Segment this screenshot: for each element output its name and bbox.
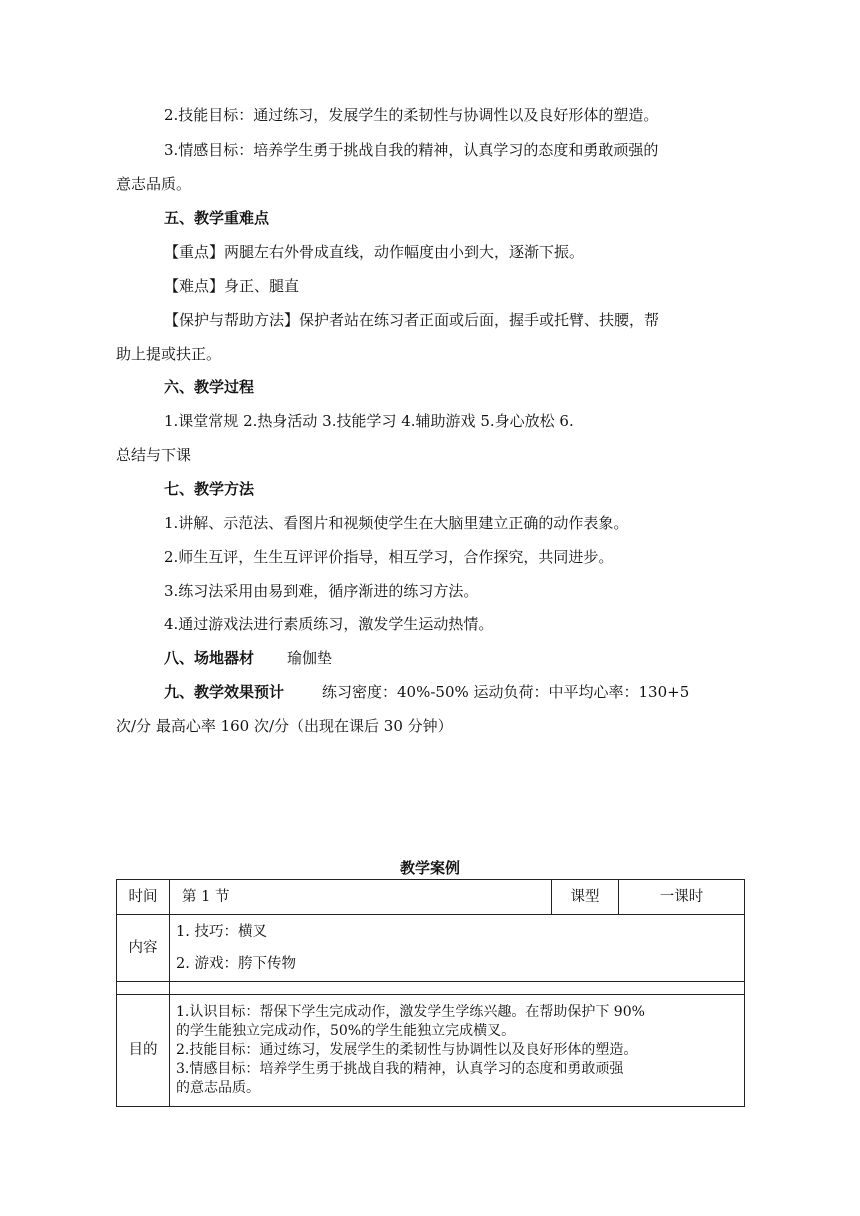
content-item-1: 1. 技巧：横叉	[176, 924, 267, 940]
method-2-line: 2.师生互评，生生互评评价指导，相互学习，合作探究，共同进步。	[164, 548, 614, 566]
section-7-heading: 七、教学方法	[164, 480, 255, 498]
purpose-line-3a: 3.情感目标：培养学生勇于挑战自我的精神，认真学习的态度和勇敢顽强	[176, 1061, 624, 1077]
protection-line-cont: 助上提或扶正。	[116, 345, 222, 363]
method-3-line: 3.练习法采用由易到难，循序渐进的练习方法。	[164, 582, 479, 600]
goal-3-line-cont: 意志品质。	[116, 175, 192, 193]
type-value: 一课时	[619, 880, 745, 915]
content-row	[117, 915, 745, 982]
section-6-heading: 六、教学过程	[164, 378, 255, 396]
section-9-value-cont: 次/分 最高心率 160 次/分（出现在课后 30 分钟）	[116, 717, 453, 735]
purpose-line-1a: 1.认识目标：帮保下学生完成动作，激发学生学练兴趣。在帮助保护下 90%	[176, 1004, 645, 1020]
method-1-line: 1.讲解、示范法、看图片和视频使学生在大脑里建立正确的动作表象。	[164, 514, 629, 532]
goal-2-line: 2.技能目标：通过练习，发展学生的柔韧性与协调性以及良好形体的塑造。	[164, 106, 659, 124]
content-cell	[170, 915, 745, 982]
difficulty-line: 【难点】身正、腿直	[164, 277, 300, 295]
protection-line: 【保护与帮助方法】保护者站在练习者正面或后面，握手或托臂、扶腰，帮	[164, 311, 660, 329]
purpose-label: 目的	[117, 995, 170, 1107]
teaching-case-table	[116, 879, 745, 1107]
time-row	[117, 880, 745, 915]
purpose-line-3b: 的意志品质。	[176, 1080, 260, 1096]
section-9-value: 练习密度：40%-50% 运动负荷：中平均心率：130+5	[322, 683, 690, 701]
process-line: 1.课堂常规 2.热身活动 3.技能学习 4.辅助游戏 5.身心放松 6.	[164, 412, 574, 430]
section-8-heading: 八、场地器材	[164, 649, 255, 667]
spacer-label-cell	[117, 982, 170, 995]
process-line-cont: 总结与下课	[116, 446, 192, 464]
purpose-cell	[170, 995, 745, 1107]
purpose-line-2: 2.技能目标：通过练习，发展学生的柔韧性与协调性以及良好形体的塑造。	[176, 1042, 638, 1058]
section-5-heading: 五、教学重难点	[164, 209, 270, 227]
content-label: 内容	[117, 915, 170, 982]
purpose-line-1b: 的学生能独立完成动作，50%的学生能独立完成横叉。	[176, 1023, 516, 1039]
section-9-heading: 九、教学效果预计	[164, 683, 285, 701]
purpose-row	[117, 995, 745, 1107]
case-title: 教学案例	[399, 859, 460, 877]
time-label: 时间	[117, 880, 170, 915]
spacer-content-cell	[170, 982, 745, 995]
type-label: 课型	[552, 880, 619, 915]
goal-3-line: 3.情感目标：培养学生勇于挑战自我的精神，认真学习的态度和勇敢顽强的	[164, 141, 659, 159]
method-4-line: 4.通过游戏法进行素质练习，激发学生运动热情。	[164, 615, 494, 633]
content-item-2: 2. 游戏：胯下传物	[176, 956, 296, 972]
section-8-value: 瑜伽垫	[287, 649, 333, 667]
time-value: 第 1 节	[170, 880, 552, 915]
key-point-line: 【重点】两腿左右外骨成直线，动作幅度由小到大，逐渐下振。	[164, 243, 585, 261]
spacer-row	[117, 982, 745, 995]
